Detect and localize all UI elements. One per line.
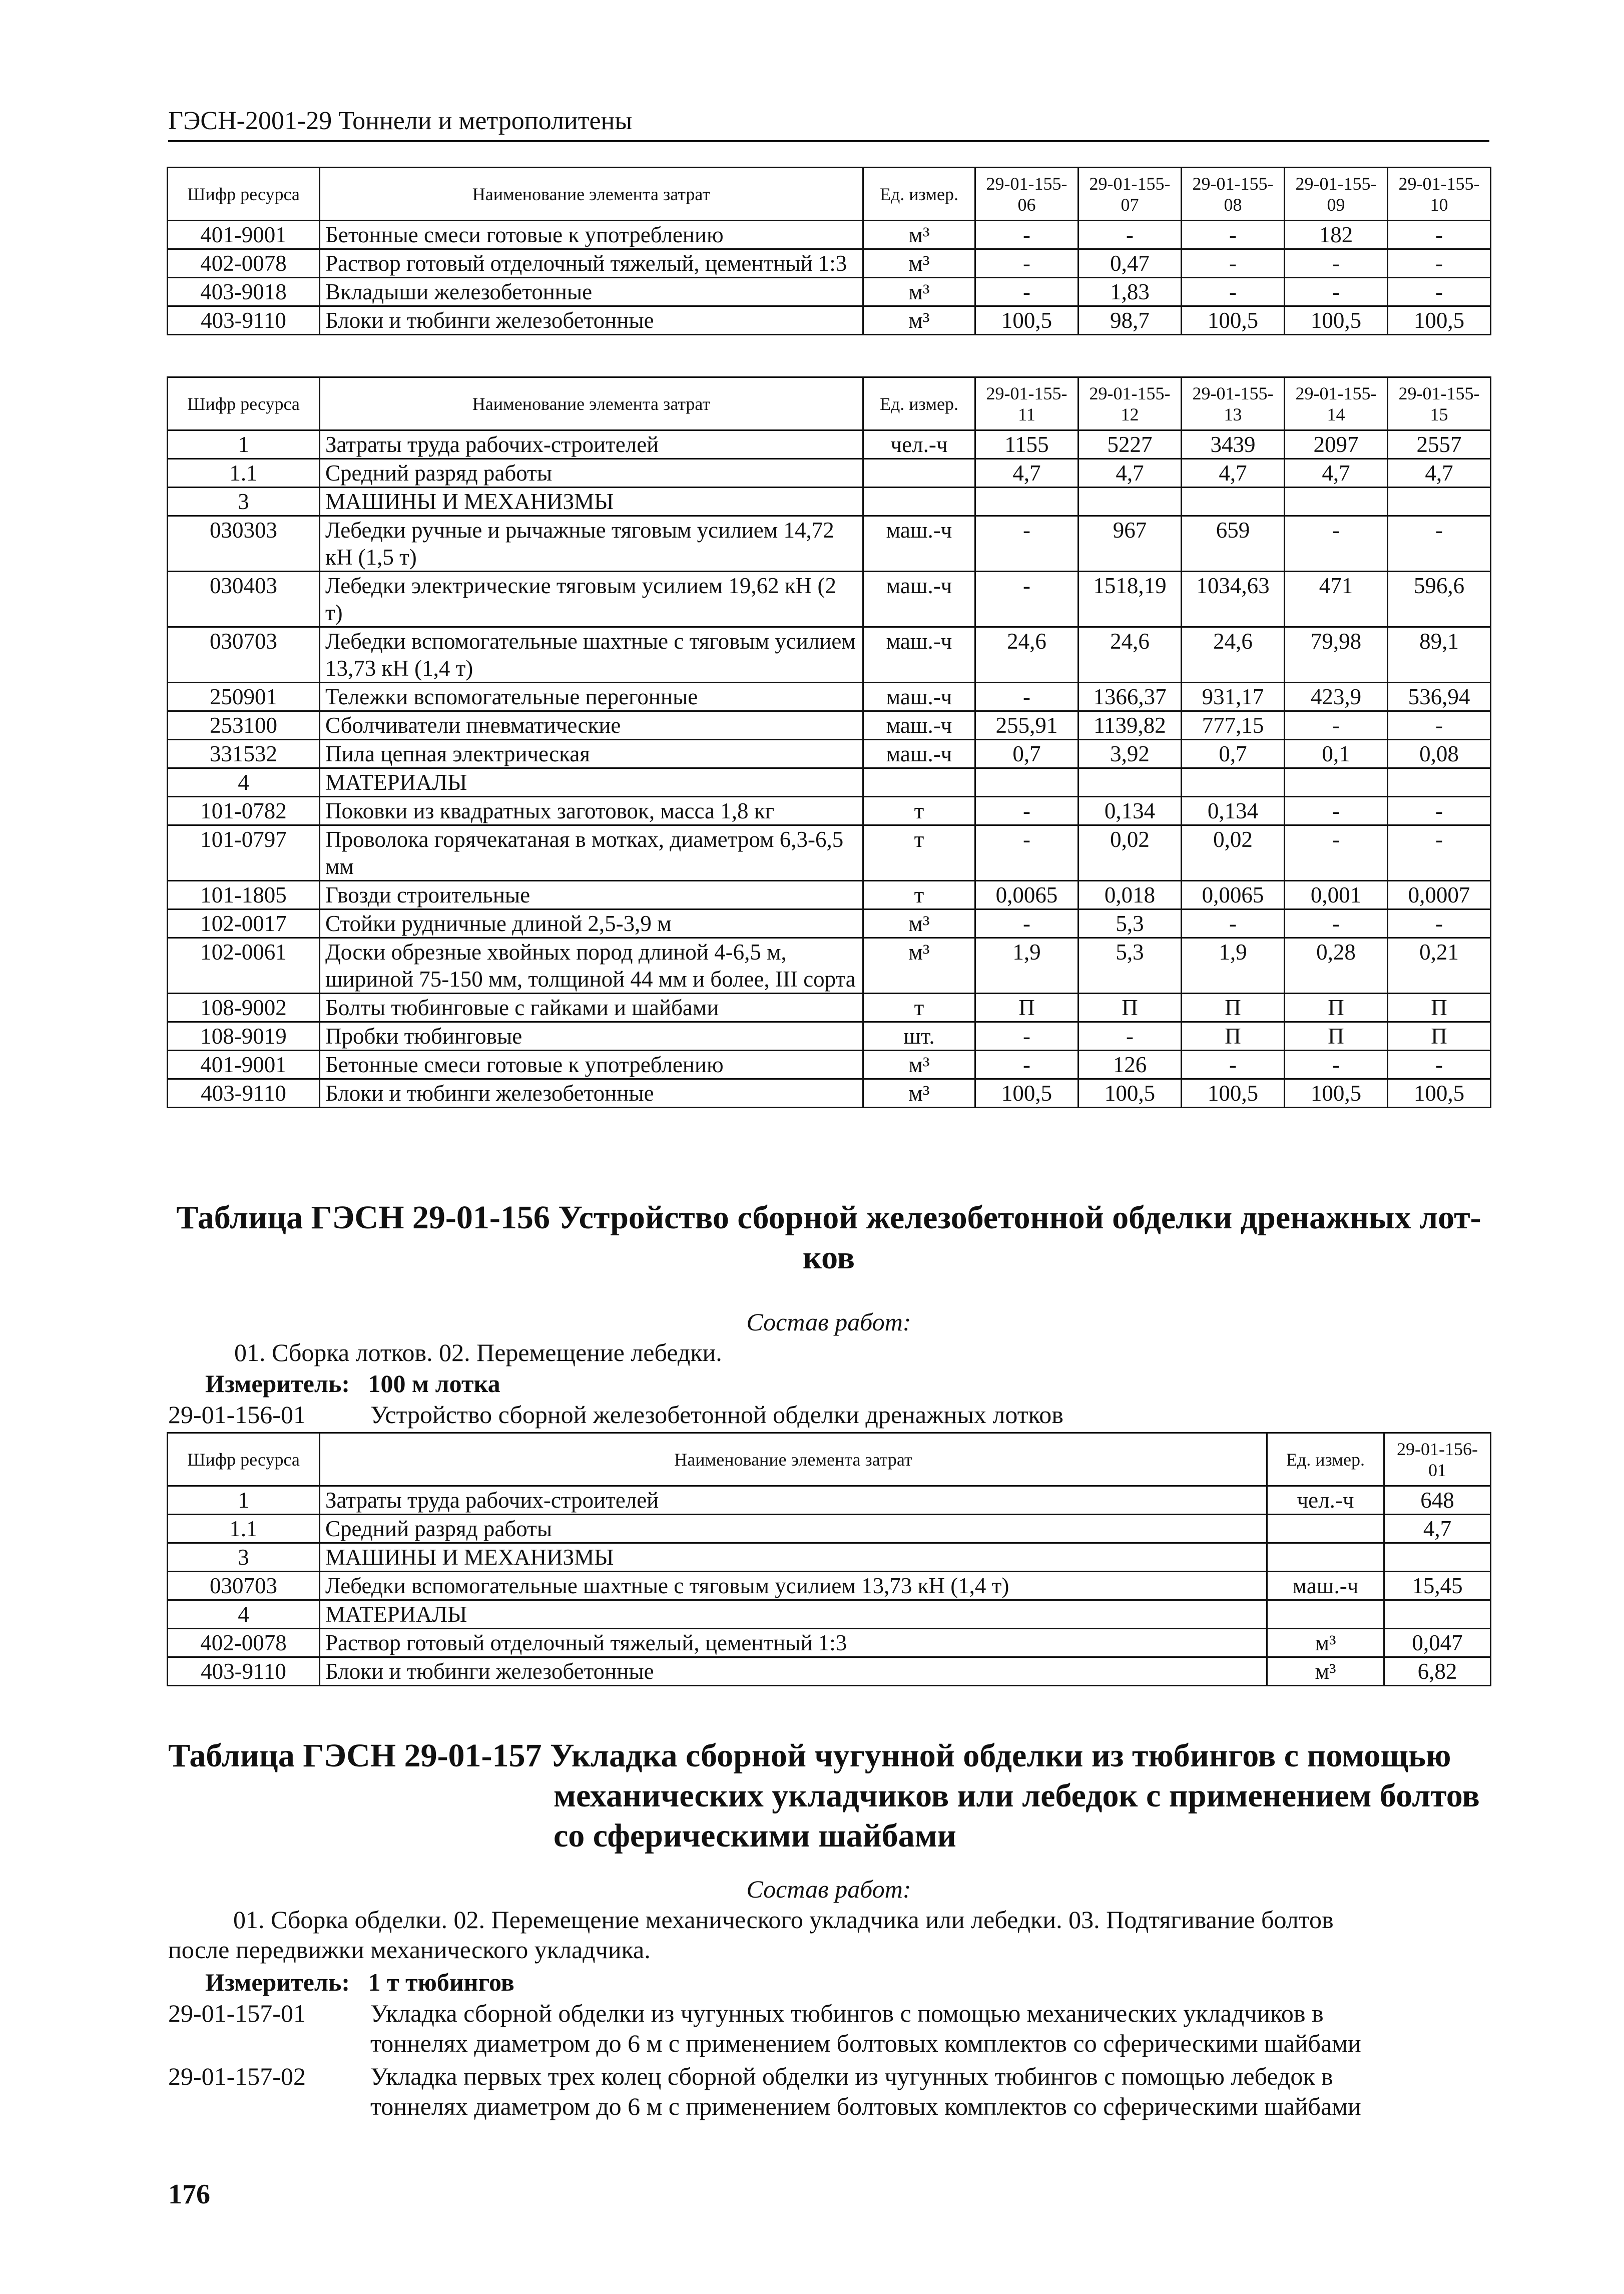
value-cell: 967: [1078, 516, 1182, 572]
resource-unit: маш.-ч: [863, 572, 975, 627]
value-cell: 3,92: [1078, 740, 1182, 768]
table-row: [168, 1022, 1491, 1051]
resource-name: Гвозди строительные: [320, 881, 863, 909]
section-title: МАШИНЫ И МЕХАНИЗМЫ: [320, 1543, 1267, 1572]
value-cell: 0,134: [1078, 797, 1182, 825]
value-cell: 100,5: [1182, 1079, 1285, 1108]
value-cell: П: [1388, 1022, 1491, 1051]
works-text-line: после передвижки механического укладчика.: [168, 1936, 651, 1964]
value-cell: -: [975, 278, 1078, 306]
resource-code: 101-0797: [168, 825, 320, 881]
table-156: [167, 1432, 1491, 1686]
col-header-unit: Ед. измер.: [863, 377, 975, 430]
resource-code: 1: [168, 1486, 320, 1515]
resource-unit: т: [863, 825, 975, 881]
value-cell: -: [1388, 278, 1491, 306]
resource-code: 030403: [168, 572, 320, 627]
resource-unit: маш.-ч: [863, 711, 975, 740]
resource-unit: м³: [863, 938, 975, 994]
table-row: [168, 627, 1491, 683]
col-header-name: Наименование элемента затрат: [320, 1433, 1267, 1486]
value-cell: -: [975, 1022, 1078, 1051]
resource-name: Лебедки электрические тяговым усилием 19,62 кН (2 т): [320, 572, 863, 627]
value-cell: 0,018: [1078, 881, 1182, 909]
value-cell: 100,5: [975, 306, 1078, 335]
norm-description-line: Укладка сборной обделки из чугунных тюбингов с помощью механических укладчиков в: [370, 1999, 1324, 2027]
section-row: [168, 488, 1491, 516]
resource-unit: т: [863, 881, 975, 909]
value-cell: 1518,19: [1078, 572, 1182, 627]
value-cell: 100,5: [975, 1079, 1078, 1108]
resource-unit: шт.: [863, 1022, 975, 1051]
section-row: [168, 768, 1491, 797]
resource-unit: м³: [863, 221, 975, 249]
value-cell: 126: [1078, 1051, 1182, 1079]
value-cell: -: [1182, 278, 1285, 306]
value-cell: 100,5: [1388, 1079, 1491, 1108]
table-row: [168, 221, 1491, 249]
value-cell: -: [1285, 797, 1388, 825]
table-row: [168, 825, 1491, 881]
table-row: [168, 1657, 1491, 1686]
table-row: [168, 711, 1491, 740]
value-cell: -: [1388, 516, 1491, 572]
col-header-norm: 29-01-155-12: [1078, 377, 1182, 430]
resource-name: Лебедки вспомогательные шахтные с тяговым усилием 13,73 кН (1,4 т): [320, 627, 863, 683]
value-cell: -: [1285, 711, 1388, 740]
resource-unit: м³: [863, 1079, 975, 1108]
norm-code: 29-01-157-01: [168, 1999, 306, 2027]
value-cell: -: [1388, 221, 1491, 249]
value-cell: 0,02: [1182, 825, 1285, 881]
resource-code: 030703: [168, 627, 320, 683]
value-cell: 0,08: [1388, 740, 1491, 768]
works-text-line: 01. Сборка обделки. 02. Перемещение механического укладчика или лебедки. 03. Подтягивание болтов: [233, 1906, 1334, 1934]
heading-line: Таблица ГЭСН 29-01-156 Устройство сборной железобетонной обделки дренажных лот-: [176, 1199, 1481, 1236]
running-header: ГЭСН-2001-29 Тоннели и метрополитены: [168, 105, 1489, 142]
col-header-norm: 29-01-155-11: [975, 377, 1078, 430]
value-cell: -: [1078, 221, 1182, 249]
section-number: 4: [168, 1600, 320, 1629]
table-row: [168, 1486, 1491, 1515]
table-row: [168, 278, 1491, 306]
norm-description-line: тоннелях диаметром до 6 м с применением болтовых комплектов со сферическими шайбами: [370, 2092, 1361, 2120]
resource-code: 250901: [168, 683, 320, 711]
value-cell: 777,15: [1182, 711, 1285, 740]
col-header-code: Шифр ресурса: [168, 168, 320, 221]
norm-description: [370, 1998, 1489, 2058]
resource-code: 403-9110: [168, 1079, 320, 1108]
table-row: [168, 306, 1491, 335]
resource-code: 1.1: [168, 1515, 320, 1543]
value-cell: 0,28: [1285, 938, 1388, 994]
value-cell: -: [1285, 825, 1388, 881]
section-title: МАШИНЫ И МЕХАНИЗМЫ: [320, 488, 863, 516]
resource-name: Раствор готовый отделочный тяжелый, цементный 1:3: [320, 249, 863, 278]
value-cell: 1,9: [975, 938, 1078, 994]
resource-code: 030303: [168, 516, 320, 572]
value-cell: 0,1: [1285, 740, 1388, 768]
value-cell: -: [1285, 1051, 1388, 1079]
value-cell: -: [1388, 909, 1491, 938]
value-cell: 0,134: [1182, 797, 1285, 825]
measure-label: Измеритель:: [205, 1369, 350, 1398]
value-cell: 2557: [1388, 430, 1491, 459]
norm-code: 29-01-157-02: [168, 2062, 306, 2090]
resource-code: 402-0078: [168, 1629, 320, 1657]
resource-code: 402-0078: [168, 249, 320, 278]
resource-code: 403-9110: [168, 306, 320, 335]
value-cell: -: [975, 572, 1078, 627]
col-header-code: Шифр ресурса: [168, 377, 320, 430]
resource-unit: чел.-ч: [863, 430, 975, 459]
resource-code: 1: [168, 430, 320, 459]
value-cell: 6,82: [1384, 1657, 1491, 1686]
value-cell: 100,5: [1078, 1079, 1182, 1108]
table-row: [168, 1079, 1491, 1108]
resource-name: Стойки рудничные длиной 2,5-3,9 м: [320, 909, 863, 938]
value-cell: 1366,37: [1078, 683, 1182, 711]
value-cell: 15,45: [1384, 1572, 1491, 1600]
value-cell: -: [1388, 711, 1491, 740]
resource-unit: [863, 459, 975, 488]
value-cell: 1,83: [1078, 278, 1182, 306]
value-cell: 24,6: [975, 627, 1078, 683]
col-header-norm: 29-01-155-13: [1182, 377, 1285, 430]
value-cell: 98,7: [1078, 306, 1182, 335]
value-cell: 0,02: [1078, 825, 1182, 881]
measure-value: 100 м лотка: [368, 1369, 500, 1398]
resource-name: Средний разряд работы: [320, 459, 863, 488]
value-cell: -: [975, 249, 1078, 278]
works-text: [168, 1905, 1489, 1965]
resource-name: Затраты труда рабочих-строителей: [320, 1486, 1267, 1515]
resource-name: Затраты труда рабочих-строителей: [320, 430, 863, 459]
value-cell: 100,5: [1182, 306, 1285, 335]
resource-code: 253100: [168, 711, 320, 740]
resource-code: 108-9002: [168, 994, 320, 1022]
value-cell: -: [1182, 909, 1285, 938]
resource-unit: т: [863, 797, 975, 825]
works-label: Состав работ:: [746, 1875, 911, 1903]
measure-value: 1 т тюбингов: [368, 1968, 514, 1996]
page-number: 176: [168, 2179, 210, 2210]
heading-line: механических укладчиков или лебедок с применением болтов: [554, 1777, 1480, 1814]
value-cell: 2097: [1285, 430, 1388, 459]
resource-code: 108-9019: [168, 1022, 320, 1051]
value-cell: 0,0007: [1388, 881, 1491, 909]
section-title: МАТЕРИАЛЫ: [320, 768, 863, 797]
value-cell: 4,7: [1285, 459, 1388, 488]
section-number: 4: [168, 768, 320, 797]
value-cell: -: [1182, 249, 1285, 278]
value-cell: -: [975, 683, 1078, 711]
col-header-norm: 29-01-155-10: [1388, 168, 1491, 221]
resource-name: Сболчиватели пневматические: [320, 711, 863, 740]
resource-unit: маш.-ч: [1267, 1572, 1384, 1600]
value-cell: -: [1285, 516, 1388, 572]
value-cell: 4,7: [1384, 1515, 1491, 1543]
value-cell: 0,001: [1285, 881, 1388, 909]
value-cell: П: [1285, 994, 1388, 1022]
table-155-part-a: [167, 167, 1491, 335]
value-cell: 471: [1285, 572, 1388, 627]
resource-name: Проволока горячекатаная в мотках, диаметром 6,3-6,5 мм: [320, 825, 863, 881]
value-cell: -: [975, 221, 1078, 249]
works-label: Состав работ:: [746, 1308, 911, 1336]
resource-unit: чел.-ч: [1267, 1486, 1384, 1515]
measure-line: [205, 1368, 500, 1399]
value-cell: 100,5: [1285, 306, 1388, 335]
value-cell: -: [1388, 249, 1491, 278]
value-cell: 79,98: [1285, 627, 1388, 683]
col-header-norm: 29-01-155-06: [975, 168, 1078, 221]
value-cell: 4,7: [1388, 459, 1491, 488]
col-header-norm: 29-01-155-09: [1285, 168, 1388, 221]
value-cell: -: [1285, 909, 1388, 938]
value-cell: 0,47: [1078, 249, 1182, 278]
section-row: [168, 1600, 1491, 1629]
value-cell: 4,7: [1182, 459, 1285, 488]
resource-code: 403-9110: [168, 1657, 320, 1686]
resource-name: Блоки и тюбинги железобетонные: [320, 1657, 1267, 1686]
table-row: [168, 1572, 1491, 1600]
resource-unit: м³: [863, 278, 975, 306]
value-cell: -: [1285, 249, 1388, 278]
value-cell: 4,7: [1078, 459, 1182, 488]
col-header-name: Наименование элемента затрат: [320, 377, 863, 430]
norm-description-line: Укладка первых трех колец сборной обделки из чугунных тюбингов с помощью лебедок в: [370, 2062, 1333, 2090]
table-155-part-b: [167, 376, 1491, 1108]
table-row: [168, 1629, 1491, 1657]
resource-code: 030703: [168, 1572, 320, 1600]
table-157-heading: [168, 1736, 1489, 1856]
resource-unit: маш.-ч: [863, 740, 975, 768]
value-cell: -: [975, 1051, 1078, 1079]
value-cell: -: [1388, 825, 1491, 881]
resource-unit: маш.-ч: [863, 516, 975, 572]
resource-code: 101-0782: [168, 797, 320, 825]
resource-unit: м³: [1267, 1657, 1384, 1686]
table-row: [168, 683, 1491, 711]
value-cell: П: [1285, 1022, 1388, 1051]
value-cell: 5,3: [1078, 909, 1182, 938]
value-cell: 182: [1285, 221, 1388, 249]
value-cell: 100,5: [1388, 306, 1491, 335]
value-cell: 596,6: [1388, 572, 1491, 627]
resource-name: Поковки из квадратных заготовок, масса 1,8 кг: [320, 797, 863, 825]
value-cell: 931,17: [1182, 683, 1285, 711]
value-cell: 1139,82: [1078, 711, 1182, 740]
works-text: 01. Сборка лотков. 02. Перемещение лебедки.: [234, 1338, 722, 1366]
heading-line: Таблица ГЭСН 29-01-157 Укладка сборной чугунной обделки из тюбингов с помощью: [168, 1737, 1451, 1774]
value-cell: П: [975, 994, 1078, 1022]
value-cell: -: [1182, 1051, 1285, 1079]
resource-code: 1.1: [168, 459, 320, 488]
value-cell: 3439: [1182, 430, 1285, 459]
value-cell: 0,047: [1384, 1629, 1491, 1657]
table-row: [168, 1515, 1491, 1543]
heading-line: со сферическими шайбами: [554, 1817, 956, 1854]
resource-unit: маш.-ч: [863, 627, 975, 683]
resource-unit: м³: [863, 1051, 975, 1079]
value-cell: П: [1388, 994, 1491, 1022]
table-row: [168, 938, 1491, 994]
resource-name: Лебедки ручные и рычажные тяговым усилием 14,72 кН (1,5 т): [320, 516, 863, 572]
value-cell: -: [1285, 278, 1388, 306]
resource-name: Раствор готовый отделочный тяжелый, цементный 1:3: [320, 1629, 1267, 1657]
value-cell: 423,9: [1285, 683, 1388, 711]
resource-name: Бетонные смеси готовые к употреблению: [320, 1051, 863, 1079]
value-cell: 100,5: [1285, 1079, 1388, 1108]
resource-unit: м³: [863, 909, 975, 938]
value-cell: 5,3: [1078, 938, 1182, 994]
value-cell: 0,0065: [975, 881, 1078, 909]
table-row: [168, 909, 1491, 938]
value-cell: 0,0065: [1182, 881, 1285, 909]
col-header-norm: 29-01-155-07: [1078, 168, 1182, 221]
value-cell: 1,9: [1182, 938, 1285, 994]
measure-line: [205, 1967, 514, 1997]
norm-description: [370, 2061, 1489, 2121]
col-header-unit: Ед. измер.: [1267, 1433, 1384, 1486]
col-header-norm: 29-01-155-08: [1182, 168, 1285, 221]
col-header-name: Наименование элемента затрат: [320, 168, 863, 221]
col-header-code: Шифр ресурса: [168, 1433, 320, 1486]
resource-name: Лебедки вспомогательные шахтные с тяговым усилием 13,73 кН (1,4 т): [320, 1572, 1267, 1600]
value-cell: 536,94: [1388, 683, 1491, 711]
resource-name: Доски обрезные хвойных пород длиной 4-6,5 м, шириной 75-150 мм, толщиной 44 мм и более, III сорта: [320, 938, 863, 994]
value-cell: -: [1182, 221, 1285, 249]
col-header-norm: 29-01-156-01: [1384, 1433, 1491, 1486]
col-header-unit: Ед. измер.: [863, 168, 975, 221]
value-cell: 89,1: [1388, 627, 1491, 683]
resource-unit: м³: [863, 306, 975, 335]
value-cell: 4,7: [975, 459, 1078, 488]
resource-name: Тележки вспомогательные перегонные: [320, 683, 863, 711]
section-number: 3: [168, 1543, 320, 1572]
value-cell: 0,21: [1388, 938, 1491, 994]
value-cell: 255,91: [975, 711, 1078, 740]
value-cell: 648: [1384, 1486, 1491, 1515]
table-156-heading: [168, 1198, 1489, 1278]
resource-name: Блоки и тюбинги железобетонные: [320, 1079, 863, 1108]
value-cell: 24,6: [1078, 627, 1182, 683]
value-cell: 24,6: [1182, 627, 1285, 683]
resource-unit: маш.-ч: [863, 683, 975, 711]
resource-code: 401-9001: [168, 221, 320, 249]
value-cell: 659: [1182, 516, 1285, 572]
resource-unit: [1267, 1515, 1384, 1543]
col-header-norm: 29-01-155-15: [1388, 377, 1491, 430]
resource-name: Вкладыши железобетонные: [320, 278, 863, 306]
value-cell: -: [1078, 1022, 1182, 1051]
resource-code: 102-0061: [168, 938, 320, 994]
table-row: [168, 430, 1491, 459]
resource-code: 331532: [168, 740, 320, 768]
value-cell: -: [975, 825, 1078, 881]
value-cell: П: [1078, 994, 1182, 1022]
table-row: [168, 459, 1491, 488]
value-cell: 0,7: [975, 740, 1078, 768]
norm-description: Устройство сборной железобетонной обделки дренажных лотков: [370, 1401, 1063, 1429]
table-row: [168, 994, 1491, 1022]
value-cell: 1034,63: [1182, 572, 1285, 627]
value-cell: -: [975, 516, 1078, 572]
value-cell: -: [1388, 1051, 1491, 1079]
value-cell: -: [975, 909, 1078, 938]
measure-label: Измеритель:: [205, 1968, 350, 1996]
value-cell: П: [1182, 994, 1285, 1022]
table-row: [168, 881, 1491, 909]
resource-name: Пила цепная электрическая: [320, 740, 863, 768]
section-title: МАТЕРИАЛЫ: [320, 1600, 1267, 1629]
table-row: [168, 516, 1491, 572]
resource-code: 102-0017: [168, 909, 320, 938]
resource-name: Средний разряд работы: [320, 1515, 1267, 1543]
table-row: [168, 740, 1491, 768]
value-cell: 1155: [975, 430, 1078, 459]
norm-code: 29-01-156-01: [168, 1401, 306, 1429]
resource-name: Пробки тюбинговые: [320, 1022, 863, 1051]
table-row: [168, 1051, 1491, 1079]
heading-line: ков: [802, 1239, 855, 1276]
resource-name: Болты тюбинговые с гайками и шайбами: [320, 994, 863, 1022]
section-row: [168, 1543, 1491, 1572]
table-row: [168, 249, 1491, 278]
section-number: 3: [168, 488, 320, 516]
value-cell: 5227: [1078, 430, 1182, 459]
resource-code: 101-1805: [168, 881, 320, 909]
value-cell: П: [1182, 1022, 1285, 1051]
value-cell: -: [1388, 797, 1491, 825]
resource-name: Бетонные смеси готовые к употреблению: [320, 221, 863, 249]
resource-unit: м³: [863, 249, 975, 278]
resource-unit: т: [863, 994, 975, 1022]
table-row: [168, 797, 1491, 825]
table-row: [168, 572, 1491, 627]
col-header-norm: 29-01-155-14: [1285, 377, 1388, 430]
value-cell: 0,7: [1182, 740, 1285, 768]
value-cell: -: [975, 797, 1078, 825]
resource-unit: м³: [1267, 1629, 1384, 1657]
resource-code: 403-9018: [168, 278, 320, 306]
resource-code: 401-9001: [168, 1051, 320, 1079]
norm-description-line: тоннелях диаметром до 6 м с применением болтовых комплектов со сферическими шайбами: [370, 2029, 1361, 2057]
resource-name: Блоки и тюбинги железобетонные: [320, 306, 863, 335]
